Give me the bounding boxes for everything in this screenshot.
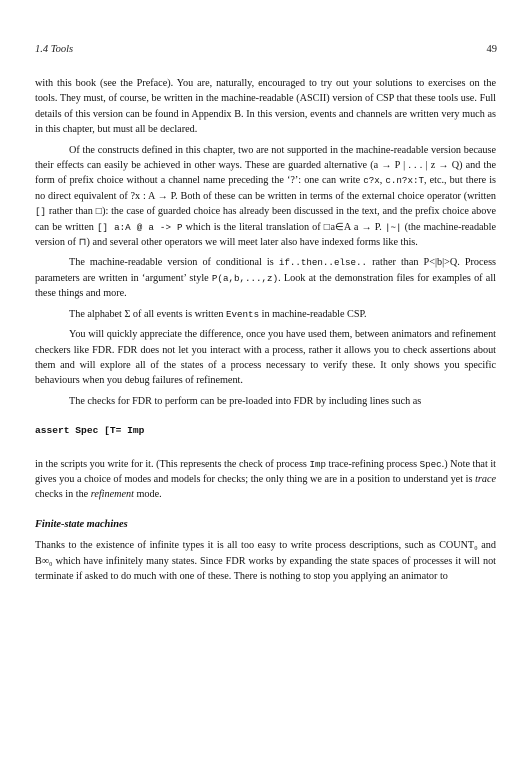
code-line: assert Spec [T= Imp [35, 425, 145, 437]
paragraph-6: The checks for FDR to perform can be pre-loaded into FDR by including lines such as [69, 395, 422, 407]
paragraph-3: The machine-readable version of conditional is if..then..else.. rather than P<|b|>Q. Process parameters are written in ‘argument’ style P(a,b,...,z). Look at the demonstration files for examples of all these things and more. [35, 257, 496, 300]
paragraph-8: Thanks to the existence of infinite types it is all too easy to write process descriptions, such as COUNT₀ and B∞₀ which have infinitely many states. Since FDR works by expanding the state spaces of processes it will not terminate if asked to do much with one of these. There is nothing to stop you applying an animator to [35, 540, 496, 582]
paragraph-7: in the scripts you write for it. (This represents the check of process Imp trace-refining process Spec.) Note that it gives you a choice of modes and models for checks; the only thing we are in a position to understand yet is trace checks in the refinement mode. [35, 458, 496, 501]
paragraph-4: The alphabet Σ of all events is written Events in machine-readable CSP. [69, 308, 367, 320]
section-heading: Finite-state machines [35, 518, 128, 530]
page-number: 49 [486, 44, 497, 55]
page-body [35, 76, 496, 589]
paragraph-2: Of the constructs defined in this chapter, two are not supported in the machine-readable version because their effects can easily be achieved in other ways. These are guarded alternative (a → P | . . . | z → Q) and the form of prefix choice without a channel name preceding the ‘?’: one can write c?x, c.n?x:T, etc., but there is no direct equivalent of ?x : A → P. Both of these can be written in terms of the external choice operator (written [] rather than □): the case of guarded choice has already been discussed in the text, and the prefix choice above can be written [] a:A @ a -> P which is the literal translation of □a∈A a → P. |~| (the machine-readable version of ⊓) and several other operators we will meet later also have indexed forms like this. [35, 144, 497, 249]
section-title: 1.4 Tools [35, 44, 74, 55]
running-head [35, 44, 497, 55]
paragraph-5: You will quickly appreciate the difference, once you have used them, between animators and refinement checkers like FDR. FDR does not let you interact with a process, rather it allows you to check assertions about them and will explore all of the states of a process necessary to verify these. It only shows you specific behaviours when you debug failures of refinement. [35, 329, 496, 387]
paragraph-1: with this book (see the Preface). You are, naturally, encouraged to try out your solutions to exercises on the tools. They must, of course, be written in the machine-readable (ASCII) version of CSP that these tools use. Full details of this version can be found in Appendix B. In this version, events and channels are written very much as in this chapter, but must all be declared. [35, 78, 496, 136]
